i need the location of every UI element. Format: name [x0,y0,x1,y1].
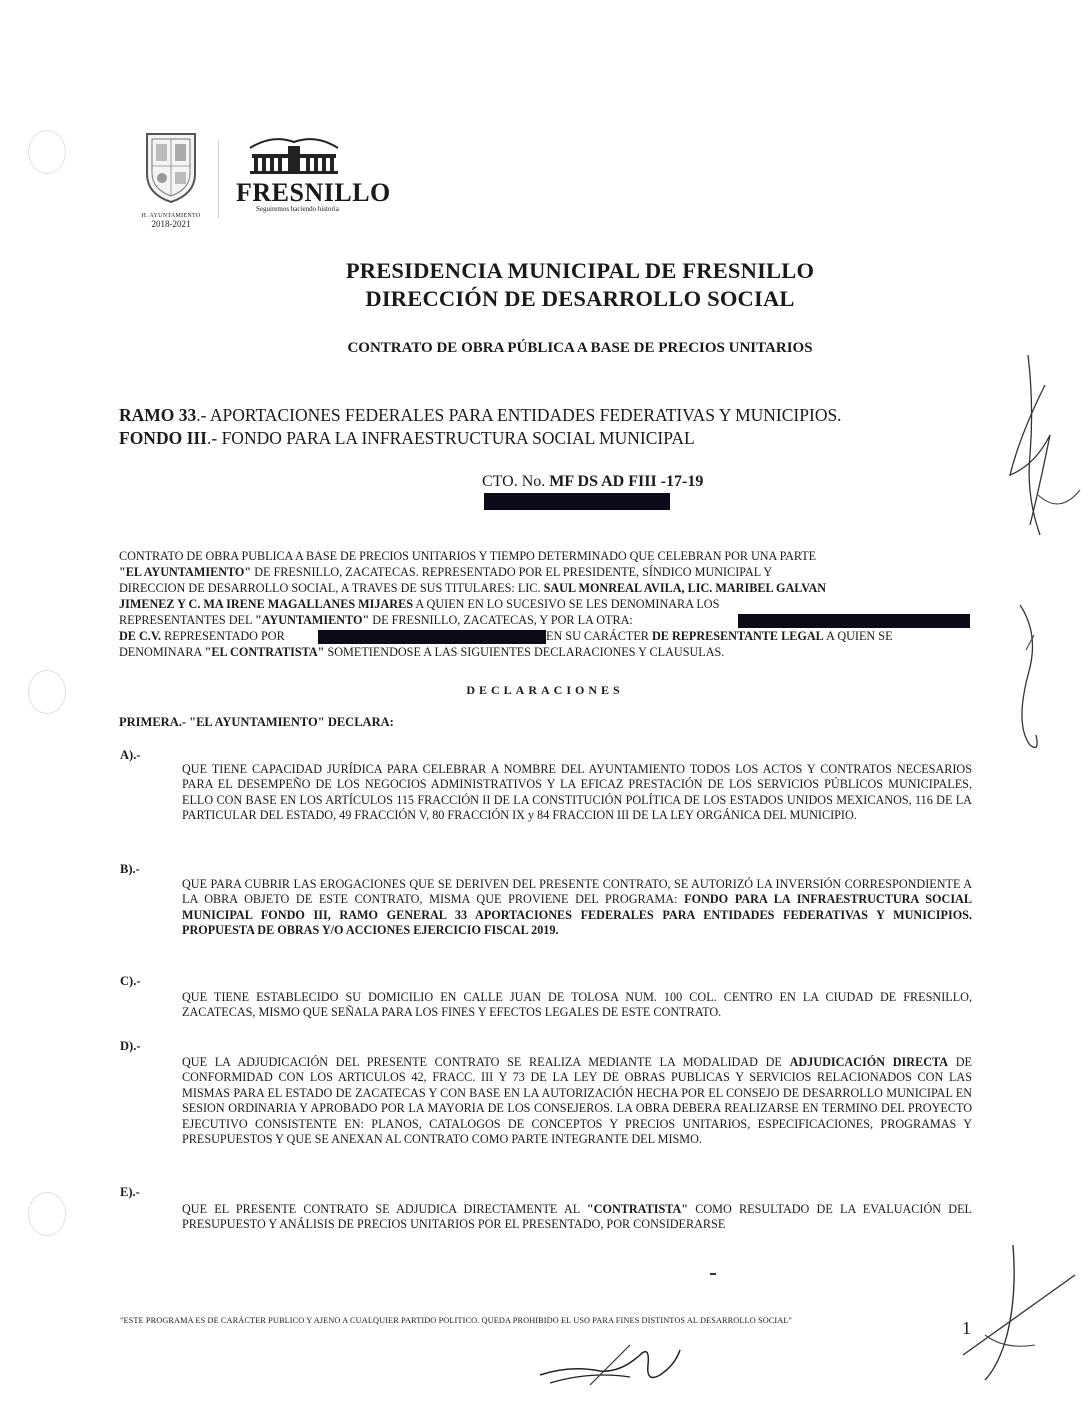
clause-b-plain: QUE PARA CUBRIR LAS EROGACIONES QUE SE DERIVEN DEL PRESENTE CONTRATO, SE AUTORIZÓ LA INVERSIÓN CORRESPONDIENTE A LA OBRA OBJETO DE ESTE CONTRATO, MISMA QUE PROVIENE DEL PROGRAMA: [182,877,972,907]
clause-e-text [182,1202,972,1233]
logo-divider [218,140,219,218]
page-title-line2: DIRECCIÓN DE DESARROLLO SOCIAL [365,286,795,311]
intro-line: CONTRATO DE OBRA PUBLICA A BASE DE PRECIOS UNITARIOS Y TIEMPO DETERMINADO QUE CELEBRAN POR UNA PARTE [119,549,817,563]
clause-d-modalidad: ADJUDICACIÓN DIRECTA [789,1055,949,1069]
contratista-term: "EL CONTRATISTA" [204,645,325,659]
fresnillo-logo [232,132,391,224]
contract-subtitle: CONTRATO DE OBRA PÚBLICA A BASE DE PRECIOS UNITARIOS [347,340,813,356]
intro-text: REPRESENTANTES DEL [119,613,256,627]
logo-caption: H. AYUNTAMIENTO [141,213,201,219]
clause-b-label: B).- [120,862,140,876]
bottom-signature [530,1335,700,1395]
intro-line [119,597,970,612]
ayuntamiento-term: "AYUNTAMIENTO" [255,613,370,627]
fondo-label: FONDO III [119,428,207,448]
intro-text: DE FRESNILLO, ZACATECAS. REPRESENTADO POR EL PRESIDENTE, SÍNDICO MUNICIPAL Y [251,565,773,579]
intro-text: EN SU CARÁCTER [546,629,652,643]
corner-signature [955,1235,1085,1385]
clause-e-plain: QUE EL PRESENTE CONTRATO SE ADJUDICA DIRECTAMENTE AL [182,1202,587,1216]
contract-number [482,473,703,491]
page-title-line1: PRESIDENCIA MUNICIPAL DE FRESNILLO [345,258,815,283]
contract-number-prefix: CTO. No. [482,473,550,490]
logo-slogan: Seguiremos haciendo historia [256,205,339,213]
clause-c-label: C).- [120,974,141,988]
clause-d-plain: QUE LA ADJUDICACIÓN DEL PRESENTE CONTRATO SE REALIZA MEDIANTE LA MODALIDAD DE [182,1055,790,1069]
redaction-bar [318,630,546,644]
clause-d-text [182,1055,972,1147]
binder-hole [28,130,66,174]
clause-d-label: D).- [120,1039,141,1053]
logo-years: 2018-2021 [151,219,191,229]
clause-e-plain: COMO RESULTADO DE LA EVALUACIÓN DEL PRESUPUESTO Y ANÁLISIS DE PRECIOS UNITARIOS POR EL PRESENTADO, POR CONSIDERARSE [182,1202,972,1232]
margin-signature-initials [990,345,1090,765]
redaction-bar [484,493,670,510]
intro-text: DENOMINARA [119,645,205,659]
clause-a-label: A).- [120,748,141,762]
clause-b-text [182,877,972,939]
clause-a-text: QUE TIENE CAPACIDAD JURÍDICA PARA CELEBRAR A NOMBRE DEL AYUNTAMIENTO TODOS LOS ACTOS Y CONTRATOS NECESARIOS PARA EL DESEMPEÑO DE LOS NEGOCIOS ADMINISTRATIVOS Y LA EFICAZ PRESTACIÓN DE LOS SERVICIOS PÚBLICOS MUNICIPALES, ELLO CON BASE EN LOS ARTÍCULOS 115 FRACCIÓN II DE LA CONSTITUCIÓN POLÍTICA DE LOS ESTADOS UNIDOS MEXICANOS, 116 DE LA PARTICULAR DEL ESTADO, 49 FRACCIÓN V, 80 FRACCIÓN IX y 84 FRACCION III DE LA LEY ORGÁNICA DEL MUNICIPIO. [182,762,972,823]
clause-e-label: E).- [120,1185,140,1199]
logo-name: FRESNILLO [236,178,391,207]
intro-line [119,645,970,660]
clause-b-program: FONDO PARA LA INFRAESTRUCTURA SOCIAL MUNICIPAL FONDO III, RAMO GENERAL 33 APORTACIONES FEDERALES PARA ENTIDADES FEDERATIVAS Y MUNICIPIOS. PROPUESTA DE OBRAS Y/O ACCIONES EJERCICIO FISCAL 2019. [182,892,972,938]
clause-d-plain: DE CONFORMIDAD CON LOS ARTICULOS 42, FRACC. III Y 73 DE LA LEY DE OBRAS PUBLICAS Y SERVICIOS RELACIONADOS CON LAS MISMAS PARA EL ESTADO DE ZACATECAS Y CON BASE EN LA AUTORIZACIÓN HECHA POR EL CONSEJO DE DESARROLLO MUNICIPAL EN SESION ORDINARIA Y APROBADO POR LA MAYORIA DE LOS CONSEJEROS. LA OBRA DEBERA REALIZARSE EN TERMINO DEL PROYECTO EJECUTIVO CONSISTENTE EN: PLANOS, CATALOGOS DE CONCEPTOS Y PRECIOS UNITARIOS, ESPECIFICACIONES, PROGRAMAS Y PRESUPUESTOS Y QUE SE ANEXAN AL CONTRATO COMO PARTE INTEGRANTE DEL MISMO. [182,1055,972,1147]
footer-disclaimer: "ESTE PROGRAMA ES DE CARÁCTER PUBLICO Y AJENO A CUALQUIER PARTIDO POLITICO. QUEDA PROHIBIDO EL USO PARA FINES DISTINTOS AL DESARROLLO SOCIAL" [120,1316,793,1325]
declaraciones-heading: DECLARACIONES [466,683,624,697]
intro-line [119,565,970,580]
contract-number-value: MF DS AD FIII -17-19 [549,473,704,490]
intro-text: A QUIEN EN LO SUCESIVO SE LES DENOMINARA LOS [413,597,720,611]
intro-text: REPRESENTADO POR [161,629,285,643]
ayuntamiento-term: "EL AYUNTAMIENTO" [119,565,252,579]
municipal-seal-logo [132,128,210,228]
fondo-text: .- FONDO PARA LA INFRAESTRUCTURA SOCIAL MUNICIPAL [207,428,695,448]
intro-text: DIRECCION DE DESARROLLO SOCIAL, A TRAVES DE SUS TITULARES: LIC. [119,581,544,595]
primera-heading: PRIMERA.- "EL AYUNTAMIENTO" DECLARA: [119,715,394,729]
city-skyline-icon [232,132,356,174]
intro-text: SOMETIENDOSE A LAS SIGUIENTES DECLARACIONES Y CLAUSULAS. [324,645,725,659]
binder-hole [28,1192,66,1236]
intro-line [119,581,970,596]
contratista-term: "CONTRATISTA" [586,1202,689,1216]
intro-text: DE REPRESENTANTE LEGAL [651,629,824,643]
ramo-line [119,405,842,426]
intro-line [546,629,893,644]
intro-text: DE FRESNILLO, ZACATECAS, Y POR LA OTRA: [369,613,633,627]
redaction-bar [738,614,970,628]
page-number: 1 [962,1318,971,1338]
titulares-names: JIMENEZ Y C. MA IRENE MAGALLANES MIJARES [119,597,413,611]
clause-c-text: QUE TIENE ESTABLECIDO SU DOMICILIO EN CALLE JUAN DE TOLOSA NUM. 100 COL. CENTRO EN LA CIUDAD DE FRESNILLO, ZACATECAS, MISMO QUE SEÑALA PARA LOS FINES Y EFECTOS LEGALES DE ESTE CONTRATO. [182,990,972,1020]
ramo-label: RAMO 33 [119,405,197,425]
intro-text: DE C.V. [119,629,162,643]
titulares-names: SAUL MONREAL AVILA, LIC. MARIBEL GALVAN [543,581,827,595]
stray-mark [710,1273,716,1275]
ramo-text: .- APORTACIONES FEDERALES PARA ENTIDADES FEDERATIVAS Y MUNICIPIOS. [196,405,842,425]
intro-text: A QUIEN SE [823,629,893,643]
intro-line [119,629,285,644]
fondo-line [119,428,695,449]
